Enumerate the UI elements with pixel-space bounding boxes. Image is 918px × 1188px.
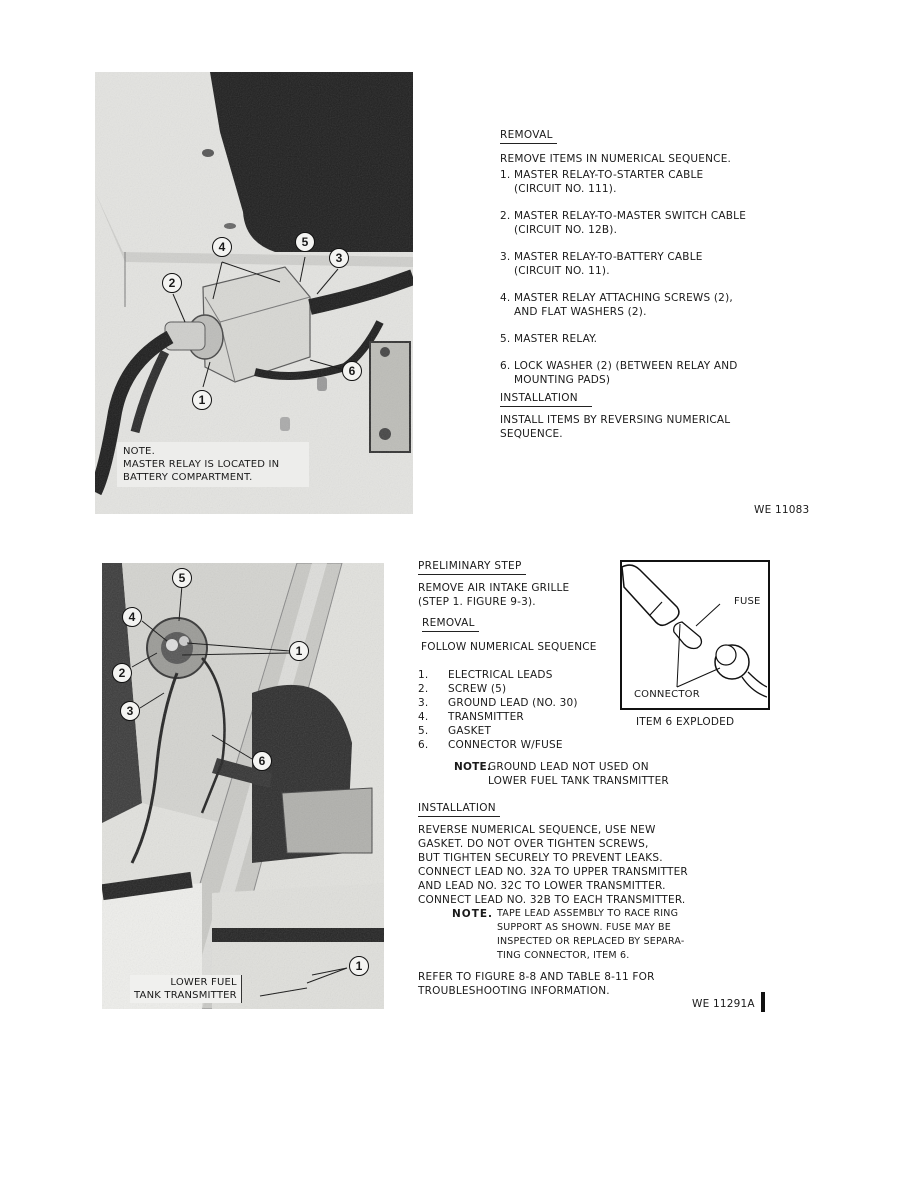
installation-text: SEQUENCE. <box>500 428 563 440</box>
photo-label <box>130 975 242 1003</box>
note-ground-lead <box>454 760 688 788</box>
note-text: INSPECTED OR REPLACED BY SEPARA- <box>497 936 685 947</box>
removal-item <box>418 682 688 696</box>
item-text: ELECTRICAL LEADS <box>448 669 553 681</box>
removal-item <box>500 291 746 319</box>
item-text: MASTER RELAY-TO-STARTER CABLE <box>514 169 704 181</box>
item-text: MASTER RELAY. <box>514 333 598 345</box>
installation-text <box>418 823 688 907</box>
item-text: MASTER RELAY-TO-BATTERY CABLE <box>514 251 703 263</box>
item-text: MASTER RELAY ATTACHING SCREWS (2), <box>514 292 733 304</box>
refer-text: REFER TO FIGURE 8-8 AND TABLE 8-11 FOR <box>418 971 655 983</box>
item-text: (CIRCUIT NO. 11). <box>514 265 610 277</box>
item-text: MOUNTING PADS) <box>514 374 611 386</box>
item-text: AND FLAT WASHERS (2). <box>514 306 647 318</box>
callout-3: 3 <box>329 248 349 268</box>
prelim-text: (STEP 1. FIGURE 9-3). <box>418 596 536 608</box>
removal-intro: REMOVE ITEMS IN NUMERICAL SEQUENCE. <box>500 153 732 165</box>
note-text: LOWER FUEL TANK TRANSMITTER <box>488 775 669 787</box>
note-text: SUPPORT AS SHOWN. FUSE MAY BE <box>497 922 671 933</box>
callout-1-lower: 1 <box>349 956 369 976</box>
installation-text: INSTALL ITEMS BY REVERSING NUMERICAL <box>500 414 731 426</box>
removal-intro: FOLLOW NUMERICAL SEQUENCE <box>421 641 597 653</box>
figure1-id: WE 11083 <box>754 504 810 516</box>
item-text: CONNECTOR W/FUSE <box>448 739 563 751</box>
photo-label-line: LOWER FUEL <box>170 977 237 988</box>
installation-line: CONNECT LEAD NO. 32A TO UPPER TRANSMITTER <box>418 866 688 878</box>
item-number: 5. <box>500 333 511 345</box>
note-tape-lead <box>452 907 688 963</box>
removal-item <box>418 696 688 710</box>
installation-heading: INSTALLATION <box>418 801 500 817</box>
fuel-transmitter-photo-drawing <box>102 563 384 1009</box>
removal-item <box>418 724 688 738</box>
callout-1: 1 <box>192 390 212 410</box>
removal-item <box>418 668 688 682</box>
installation-line: REVERSE NUMERICAL SEQUENCE, USE NEW <box>418 824 656 836</box>
change-bar <box>761 992 765 1012</box>
removal-heading: REMOVAL <box>422 616 479 632</box>
removal-item <box>500 359 746 387</box>
installation-line: CONNECT LEAD NO. 32B TO EACH TRANSMITTER. <box>418 894 686 906</box>
callout-3: 3 <box>120 701 140 721</box>
connector-label: CONNECTOR <box>634 689 700 700</box>
installation-heading: INSTALLATION <box>500 391 592 407</box>
figure2-text <box>418 559 688 998</box>
photo-note-line: BATTERY COMPARTMENT. <box>123 472 253 483</box>
note-text: TING CONNECTOR, ITEM 6. <box>497 950 630 961</box>
removal-heading: REMOVAL <box>500 128 557 144</box>
item-text: (CIRCUIT NO. 111). <box>514 183 617 195</box>
item-number: 6. <box>500 360 511 372</box>
item-text: TRANSMITTER <box>448 711 524 723</box>
callout-5: 5 <box>172 568 192 588</box>
photo-note <box>117 442 309 487</box>
item-number: 6. <box>418 739 429 751</box>
installation-line: BUT TIGHTEN SECURELY TO PREVENT LEAKS. <box>418 852 663 864</box>
callout-2: 2 <box>112 663 132 683</box>
item-number: 1. <box>500 169 511 181</box>
item-number: 3. <box>418 697 429 709</box>
item-text: MASTER RELAY-TO-MASTER SWITCH CABLE <box>514 210 747 222</box>
item-text: GASKET <box>448 725 492 737</box>
note-label: NOTE. <box>454 761 492 773</box>
installation-line: AND LEAD NO. 32C TO LOWER TRANSMITTER. <box>418 880 666 892</box>
item-number: 5. <box>418 725 429 737</box>
inset-caption: ITEM 6 EXPLODED <box>636 716 735 728</box>
item-number: 3. <box>500 251 511 263</box>
prelim-text: REMOVE AIR INTAKE GRILLE <box>418 582 570 594</box>
removal-item <box>418 738 688 752</box>
master-relay-photo <box>95 72 413 514</box>
callout-5: 5 <box>295 232 315 252</box>
item-text: SCREW (5) <box>448 683 507 695</box>
photo-note-label: NOTE. <box>123 446 155 457</box>
removal-item <box>500 168 746 196</box>
callout-6: 6 <box>252 751 272 771</box>
removal-list <box>418 668 688 752</box>
removal-item <box>500 250 746 278</box>
callout-6: 6 <box>342 361 362 381</box>
installation-line: GASKET. DO NOT OVER TIGHTEN SCREWS, <box>418 838 649 850</box>
fuel-transmitter-photo <box>102 563 384 1009</box>
refer-text: TROUBLESHOOTING INFORMATION. <box>418 985 610 997</box>
item-text: LOCK WASHER (2) (BETWEEN RELAY AND <box>514 360 738 372</box>
callout-4: 4 <box>212 237 232 257</box>
removal-item <box>500 209 746 237</box>
callout-1: 1 <box>289 641 309 661</box>
item-number: 4. <box>500 292 511 304</box>
item-number: 2. <box>500 210 511 222</box>
figure1-text <box>500 128 746 441</box>
note-label: NOTE. <box>452 908 494 920</box>
photo-label-line: TANK TRANSMITTER <box>134 990 237 1001</box>
item-text: (CIRCUIT NO. 12B). <box>514 224 618 236</box>
item-number: 4. <box>418 711 429 723</box>
note-text: TAPE LEAD ASSEMBLY TO RACE RING <box>497 908 679 919</box>
removal-item <box>500 332 746 346</box>
callout-4: 4 <box>122 607 142 627</box>
item-text: GROUND LEAD (NO. 30) <box>448 697 578 709</box>
item-number: 1. <box>418 669 429 681</box>
fuse-label: FUSE <box>734 596 761 607</box>
photo-note-line: MASTER RELAY IS LOCATED IN <box>123 459 280 470</box>
removal-item <box>418 710 688 724</box>
note-text: GROUND LEAD NOT USED ON <box>488 761 649 773</box>
figure2-id: WE 11291A <box>692 998 755 1010</box>
callout-2: 2 <box>162 273 182 293</box>
prelim-heading: PRELIMINARY STEP <box>418 559 526 575</box>
item-number: 2. <box>418 683 429 695</box>
